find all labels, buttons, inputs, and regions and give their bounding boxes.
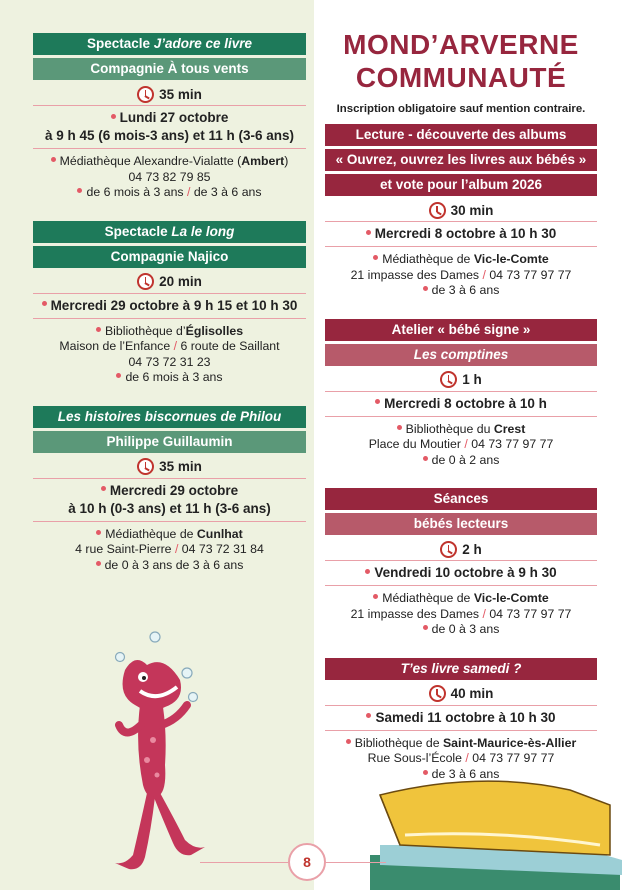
event-date: Vendredi 10 octobre à 9 h 30: [325, 561, 597, 585]
event-duration: 30 min: [325, 199, 597, 221]
event-title: Séances: [325, 488, 597, 510]
bullet-icon: [423, 625, 428, 630]
event-date: Mercredi 8 octobre à 10 h 30: [325, 222, 597, 246]
bullet-icon: [365, 569, 370, 574]
clock-icon: [429, 685, 446, 702]
bullet-icon: [77, 188, 82, 193]
bullet-icon: [397, 425, 402, 430]
left-column: [33, 33, 306, 577]
clock-icon: [429, 202, 446, 219]
bullet-icon: [373, 594, 378, 599]
event-date: Samedi 11 octobre à 10 h 30: [325, 706, 597, 730]
event-title: Les histoires biscornues de Philou: [33, 406, 306, 428]
bullet-icon: [96, 561, 101, 566]
event-date: Lundi 27 octobre à 9 h 45 (6 mois-3 ans) et 11 h (3-6 ans): [44, 110, 295, 143]
clock-icon: [137, 86, 154, 103]
clock-icon: [440, 541, 457, 558]
event-title: Spectacle J’adore ce livre: [33, 33, 306, 55]
event-subtitle: Les comptines: [325, 344, 597, 366]
event-date: Mercredi 29 octobre à 9 h 15 et 10 h 30: [33, 294, 306, 318]
bullet-icon: [373, 255, 378, 260]
registration-notice: Inscription obligatoire sauf mention contraire.: [336, 103, 586, 115]
page-title: MOND’ARVERNE COMMUNAUTÉ: [343, 29, 579, 93]
event-title: Lecture - découverte des albums: [325, 124, 597, 146]
bullet-icon: [423, 456, 428, 461]
event-title: T’es livre samedi ?: [325, 658, 597, 680]
footer-rule: [200, 862, 288, 863]
monster-mascot-illustration: [95, 625, 225, 875]
event-venue: Médiathèque Alexandre-Vialatte (Ambert) 04 73 82 79 85 de 6 mois à 3 ans / de 3 à 6 ans: [33, 149, 306, 205]
event-company: Compagnie Najico: [33, 246, 306, 268]
bullet-icon: [366, 230, 371, 235]
event-duration: 2 h: [325, 538, 597, 560]
bullet-icon: [423, 286, 428, 291]
event-duration: 40 min: [325, 683, 597, 705]
event-duration: 20 min: [33, 271, 306, 293]
bullet-icon: [423, 770, 428, 775]
bullet-icon: [96, 530, 101, 535]
event-venue: Bibliothèque du Crest Place du Moutier / 04 73 77 97 77 de 0 à 2 ans: [368, 421, 554, 467]
event-venue: Médiathèque de Cunlhat 4 rue Saint-Pierre / 04 73 72 31 84 de 0 à 3 ans de 3 à 6 ans: [75, 526, 264, 572]
bullet-icon: [111, 114, 116, 119]
bullet-icon: [366, 713, 371, 718]
book-stack-illustration: [360, 775, 626, 890]
clock-icon: [137, 458, 154, 475]
event-duration: 35 min: [33, 456, 306, 478]
event-duration: 1 h: [325, 369, 597, 391]
event-venue: Médiathèque de Vic-le-Comte 21 impasse des Dames / 04 73 77 97 77 de 3 à 6 ans: [350, 252, 572, 297]
bullet-icon: [42, 301, 47, 306]
event-company: Philippe Guillaumin: [33, 431, 306, 453]
event-duration: 35 min: [33, 83, 306, 105]
bullet-icon: [375, 399, 380, 404]
event-company: Compagnie À tous vents: [33, 58, 306, 80]
event-subtitle: bébés lecteurs: [325, 513, 597, 535]
event-title: Atelier « bébé signe »: [325, 319, 597, 341]
clock-icon: [137, 273, 154, 290]
event-date: Mercredi 8 octobre à 10 h: [325, 392, 597, 416]
bullet-icon: [96, 327, 101, 332]
bullet-icon: [51, 157, 56, 162]
event-title-line: et vote pour l’album 2026: [325, 174, 597, 196]
bullet-icon: [116, 373, 121, 378]
event-venue: Médiathèque de Vic-le-Comte 21 impasse des Dames / 04 73 77 97 77 de 0 à 3 ans: [350, 591, 572, 636]
event-title-line: « Ouvrez, ouvrez les livres aux bébés »: [325, 149, 597, 171]
event-venue: Bibliothèque de Saint-Maurice-ès-Allier Rue Sous-l’École / 04 73 77 97 77 de 3 à 6 ans: [325, 731, 597, 787]
clock-icon: [440, 371, 457, 388]
right-column: [325, 28, 597, 786]
page-number: 8: [288, 843, 326, 881]
event-title: Spectacle La le long: [33, 221, 306, 243]
event-venue: Bibliothèque d’Églisolles Maison de l’Enfance / 6 route de Saillant 04 73 72 31 23 de 6 mois à 3 ans: [59, 323, 280, 384]
bullet-icon: [101, 486, 106, 491]
footer-rule: [326, 862, 386, 863]
bullet-icon: [346, 739, 351, 744]
event-date: Mercredi 29 octobre à 10 h (0-3 ans) et 11 h (3-6 ans): [68, 482, 271, 516]
